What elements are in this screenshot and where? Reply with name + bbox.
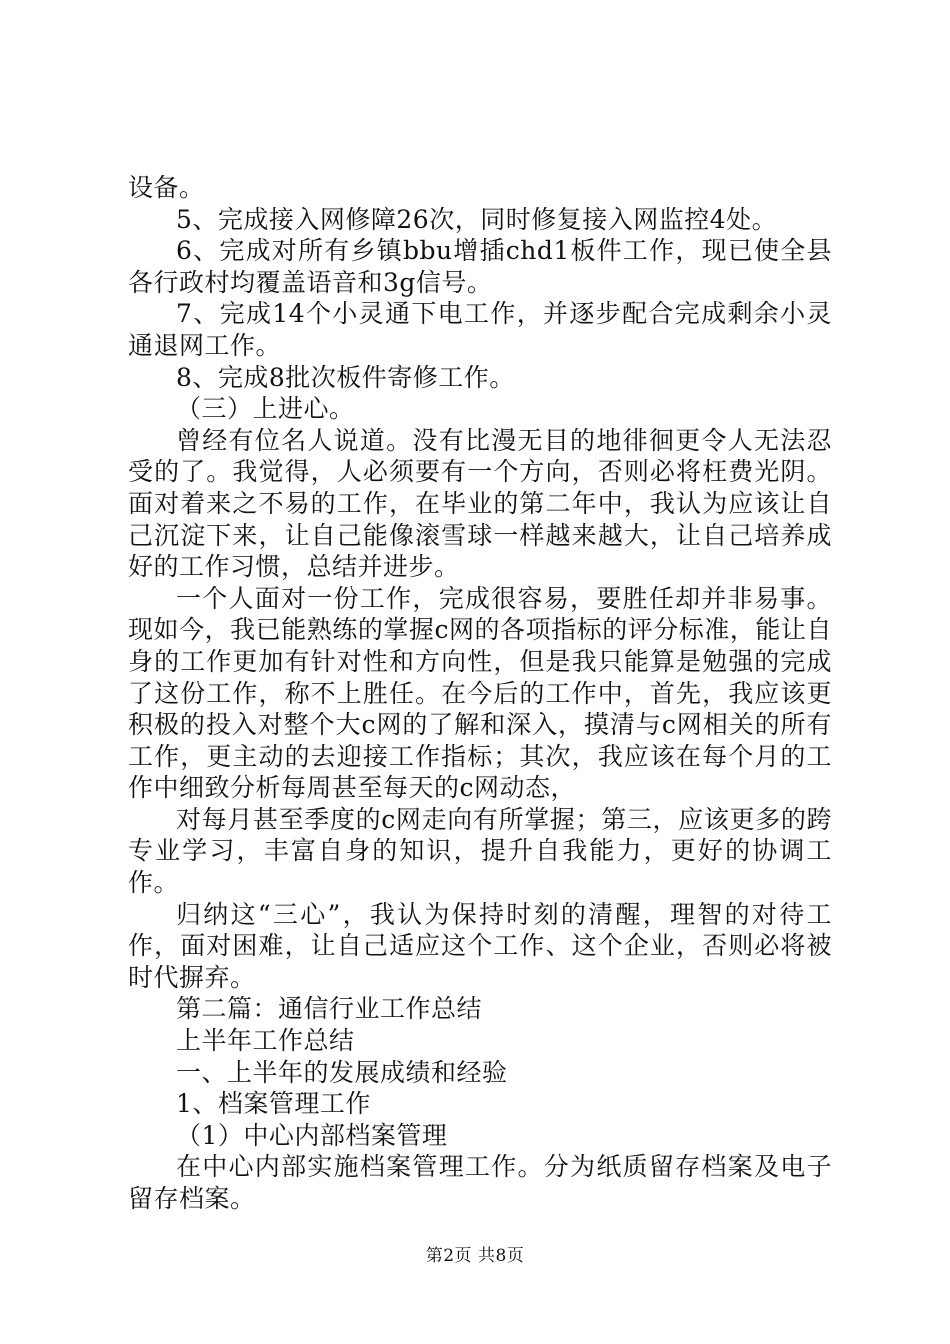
section-heading: 一、上半年的发展成绩和经验 xyxy=(176,1057,508,1087)
page-footer xyxy=(0,1245,950,1267)
section-heading: （1）中心内部档案管理 xyxy=(176,1120,448,1150)
page-number-label: 第2页 共8页 xyxy=(425,1246,525,1266)
paragraph: 7、完成14个小灵通下电工作，并逐步配合完成剩余小灵通退网工作。 xyxy=(128,299,832,360)
paragraph: 对每月甚至季度的c网走向有所掌握；第三，应该更多的跨专业学习，丰富自身的知识，提升自我能力，更好的协调工作。 xyxy=(128,804,832,898)
paragraph: 8、完成8批次板件寄修工作。 xyxy=(176,362,515,392)
document-body xyxy=(128,172,832,1215)
chapter-heading: 第二篇：通信行业工作总结 xyxy=(176,994,483,1024)
paragraph: 设备。 xyxy=(128,173,205,202)
paragraph: 一个人面对一份工作，完成很容易，要胜任却并非易事。现如今，我已能熟练的掌握c网的各项指标的评分标准，能让自身的工作更加有针对性和方向性，但是我只能算是勉强的完成了这份工作，称不上胜任。在今后的工作中，首先，我应该更积极的投入对整个大c网的了解和深入，摸清与c网相关的所有工作，更主动的去迎接工作指标；其次，我应该在每个月的工作中细致分析每周甚至每天的c网动态， xyxy=(128,583,832,803)
section-heading: 1、档案管理工作 xyxy=(176,1089,371,1119)
paragraph: 5、完成接入网修障26次，同时修复接入网监控4处。 xyxy=(176,204,778,234)
paragraph: 在中心内部实施档案管理工作。分为纸质留存档案及电子留存档案。 xyxy=(128,1152,832,1213)
paragraph: 曾经有位名人说道。没有比漫无目的地徘徊更令人无法忍受的了。我觉得，人必须要有一个方向，否则必将枉费光阴。面对着来之不易的工作，在毕业的第二年中，我认为应该让自己沉淀下来，让自己能像滚雪球一样越来越大，让自己培养成好的工作习惯，总结并进步。 xyxy=(128,425,832,582)
paragraph: 6、完成对所有乡镇bbu增插chd1板件工作，现已使全县各行政村均覆盖语音和3g信号。 xyxy=(128,236,832,297)
paragraph: 归纳这“三心”，我认为保持时刻的清醒，理智的对待工作，面对困难，让自己适应这个工作、这个企业，否则必将被时代摒弃。 xyxy=(128,899,832,992)
section-heading: 上半年工作总结 xyxy=(176,1026,355,1056)
section-heading: （三）上进心。 xyxy=(176,394,355,424)
